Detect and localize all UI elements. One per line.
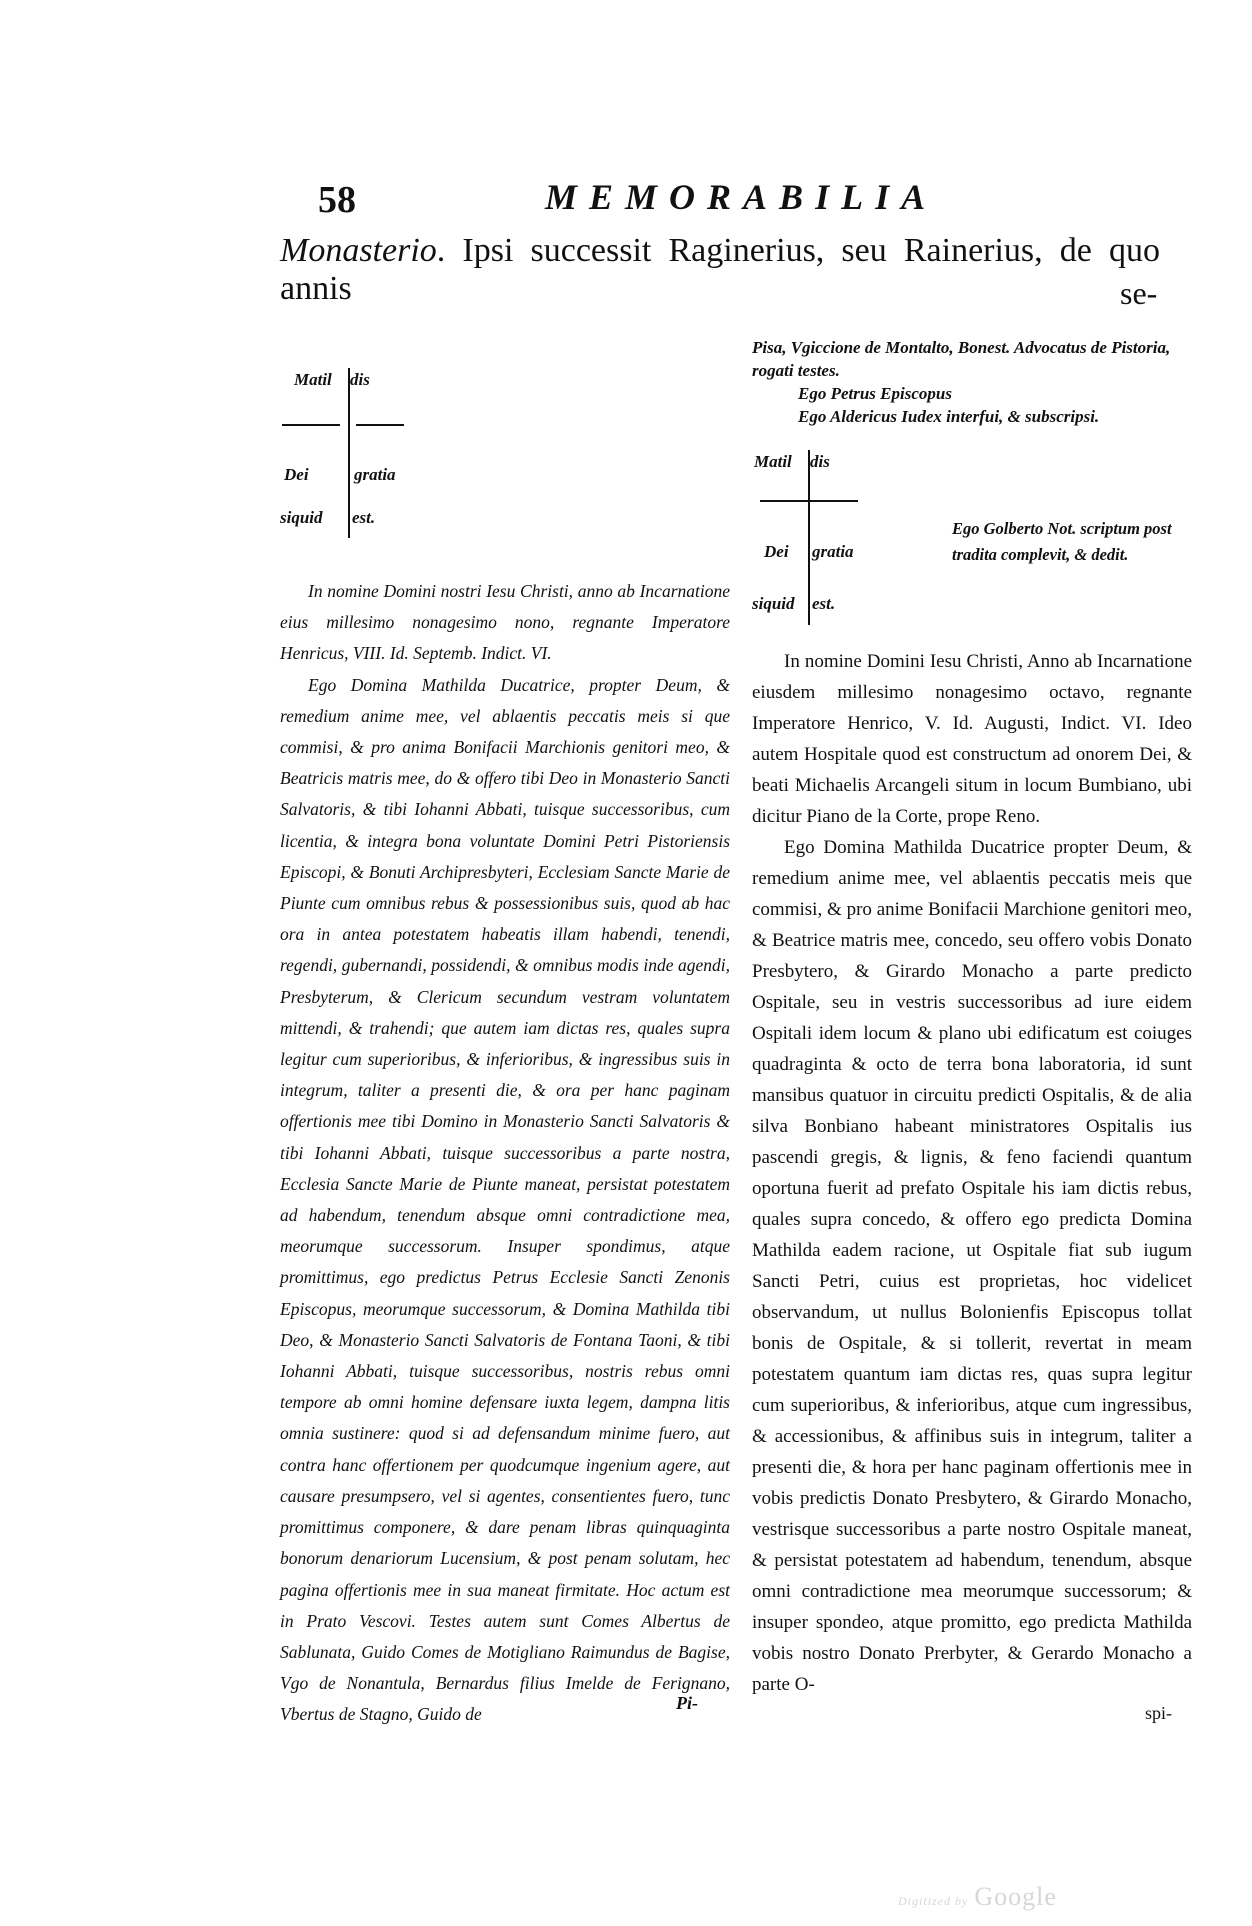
intro-italic-word: Monasterio bbox=[280, 232, 437, 269]
monogram-bar-right bbox=[356, 424, 404, 426]
running-title: MEMORABILIA bbox=[545, 177, 938, 217]
monogram-bottom-right: est. bbox=[812, 594, 836, 613]
monogram-crossbar bbox=[760, 500, 858, 502]
monogram-top-left: Matil bbox=[754, 452, 792, 471]
witness-line: Ego Aldericus Iudex interfui, & subscripsi. bbox=[798, 407, 1100, 426]
catchword-right: spi- bbox=[1145, 1703, 1172, 1723]
watermark-prefix: Digitized by bbox=[898, 1894, 969, 1908]
monogram-bar-left bbox=[282, 424, 340, 426]
monogram-bottom-left: siquid bbox=[752, 594, 795, 613]
monogram-vertical-line bbox=[808, 450, 810, 625]
catchword-left: Pi- bbox=[676, 1693, 698, 1713]
monogram-mid-left: Dei bbox=[284, 465, 309, 484]
subscription-row bbox=[752, 444, 1192, 644]
digitization-watermark bbox=[898, 1882, 1057, 1912]
monogram-bottom-left: siquid bbox=[280, 508, 323, 527]
charter-right-body: Ego Domina Mathilda Ducatrice propter Deum, & remedium anime mee, vel ablaentis peccatis meis que commisi, & pro anime Bonifacii Marchione genitori meo, & Beatrice matris mee, concedo, seu offero vobis Donato Presbytero, & Girardo Monacho a parte predicto Ospitale, seu in vestris successoribus ad iure eidem Ospitali idem locum & plano ubi edificatum est coiuges quadraginta & octo de terra bona laboratoria, id sunt mansibus quatuor in circuitu predicti Ospitalis, & de alia silva Bonbiano habeant ministratores Ospitalis ius pascendi gregis, & lignis, & feno faciendi quantum oportuna fuerit ad prefato Ospitale his iam dictis rebus, quales supra concedo, & offero ego predicta Domina Mathilda eadem racione, ut Ospitale fiat sub iugum Sancti Petri, cuius est proprietas, hoc videlicet observandum, ut nullus Bolonienfis Episcopus tollat bonis de Ospitale, & si tollerit, revertat in meam potestatem quantum iam dictas res, quas supra legitur cum superioribus, & inferioribus, atque cum ingressibus, & accessionibus, & affinibus suis in integrum, taliter a presenti die, & hora per hanc paginam offertionis mee in vobis predictis Donato Presbytero, & Girardo Monacho, vestrisque successoribus a parte nostro Ospitale maneat, & persistat potestatem ad habendum, tenendum, absque omni contradictione mea meorumque successorum; & insuper spondeo, atque promitto, ego predicta Mathilda vobis nostro Donato Prerbyter, & Gerardo Monacho a parte O- bbox=[752, 837, 1192, 1695]
charter-left-heading: In nomine Domini nostri Iesu Christi, anno ab Incarnatione eius millesimo nonagesimo nono, regnante Imperatore Henricus, VIII. Id. Septemb. Indict. VI. bbox=[280, 581, 730, 664]
monogram-right bbox=[752, 444, 932, 644]
intro-line bbox=[280, 232, 1160, 308]
monogram-top-right: dis bbox=[810, 452, 830, 471]
charter-right-heading: In nomine Domini Iesu Christi, Anno ab Incarnatione eiusdem millesimo nonagesimo octavo, regnante Imperatore Henrico, V. Id. Augusti, Indict. VI. Ideo autem Hospitale quod est constructum ad onorem Dei, & beati Michaelis Arcangeli situm in locum Bumbiano, ubi dicitur Piano de la Corte, prope Reno. bbox=[752, 651, 1192, 827]
left-column bbox=[280, 340, 730, 1731]
witness-line: Pisa, Vgiccione de Montalto, Bonest. Advocatus de Pistoria, rogati testes. bbox=[752, 338, 1171, 380]
monogram-top-right: dis bbox=[350, 370, 370, 389]
witness-block bbox=[752, 336, 1192, 428]
charter-right-text bbox=[752, 646, 1192, 1700]
charter-left-body: Ego Domina Mathilda Ducatrice, propter Deum, & remedium anime mee, vel ablaentis peccatis meis si que commisi, & pro anima Bonifacii Marchionis genitori meo, & Beatricis matris mee, do & offero tibi Deo in Monasterio Sancti Salvatoris, & tibi Iohanni Abbati, tuisque successoribus, cum licentia, & integra bona voluntate Domini Petri Pistoriensis Episcopi, & Bonuti Archipresbyteri, Ecclesiam Sancte Marie de Piunte cum omnibus rebus & possessionibus suis, quod ab hac ora in antea potestatem habeatis illam habendi, tenendi, regendi, gubernandi, possidendi, & omnibus modis inde agendi, Presbyterum, & Clericum secundum vestram voluntatem mittendi, & trahendi; que autem iam dictas res, quales supra legitur cum superioribus, & inferioribus, & ingressibus suis in integrum, taliter a presenti die, & ora per hanc paginam offertionis mee tibi Domino in Monasterio Sancti Salvatoris & tibi Iohanni Abbati, tuisque successoribus a parte nostra, Ecclesia Sancte Marie de Piunte maneat, persistat potestatem ad habendum, tenendum absque omni contradictione mea, meorumque successorum. Insuper spondimus, atque promittimus, ego predictus Petrus Ecclesie Sancti Zenonis Episcopus, meorumque successorum, & Domina Mathilda tibi Deo, & Monasterio Sancti Salvatoris de Fontana Taoni, & tibi Iohanni Abbati, tuisque successoribus, nostris rebus omni tempore ab omni homine defensare iuxta legem, dampna litis omnia sustinere: quod si ad defensandum minime fuero, aut contra hanc offertionem per quodcumque ingenium agere, aut causare presumpsero, vel si agentes, consentientes fuero, tunc promittimus componere, & dare penam libras quinquaginta bonorum denariorum Lucensium, & post penam solutam, hec pagina offertionis mee in sua maneat firmitate. Hoc actum est in Prato Vescovi. Testes autem sunt Comes Albertus de Sablunata, Guido Comes de Motigliano Raimundus de Bagise, Vgo de Nonantula, Bernardus filius Imelde de Ferignano, Vbertus de Stagno, Guido de bbox=[280, 674, 730, 1725]
monogram-top-left: Matil bbox=[294, 370, 332, 389]
intro-text: . Ipsi successit Raginerius, seu Rainerius, de quo annis bbox=[280, 232, 1160, 307]
right-column bbox=[752, 336, 1192, 1700]
monogram-left bbox=[280, 340, 520, 540]
monogram-vertical-line bbox=[348, 368, 350, 538]
charter-left-text bbox=[280, 576, 730, 1731]
catchword-top: se- bbox=[1120, 275, 1158, 311]
monogram-mid-right: gratia bbox=[354, 465, 396, 484]
watermark-logo: Google bbox=[974, 1882, 1057, 1911]
monogram-mid-right: gratia bbox=[812, 542, 854, 561]
witness-line: Ego Petrus Episcopus bbox=[798, 384, 952, 403]
monogram-bottom-right: est. bbox=[352, 508, 376, 527]
monogram-mid-left: Dei bbox=[764, 542, 789, 561]
page-number: 58 bbox=[318, 179, 356, 221]
notary-subscription: Ego Golberto Not. scriptum post tradita complevit, & dedit. bbox=[952, 519, 1172, 564]
